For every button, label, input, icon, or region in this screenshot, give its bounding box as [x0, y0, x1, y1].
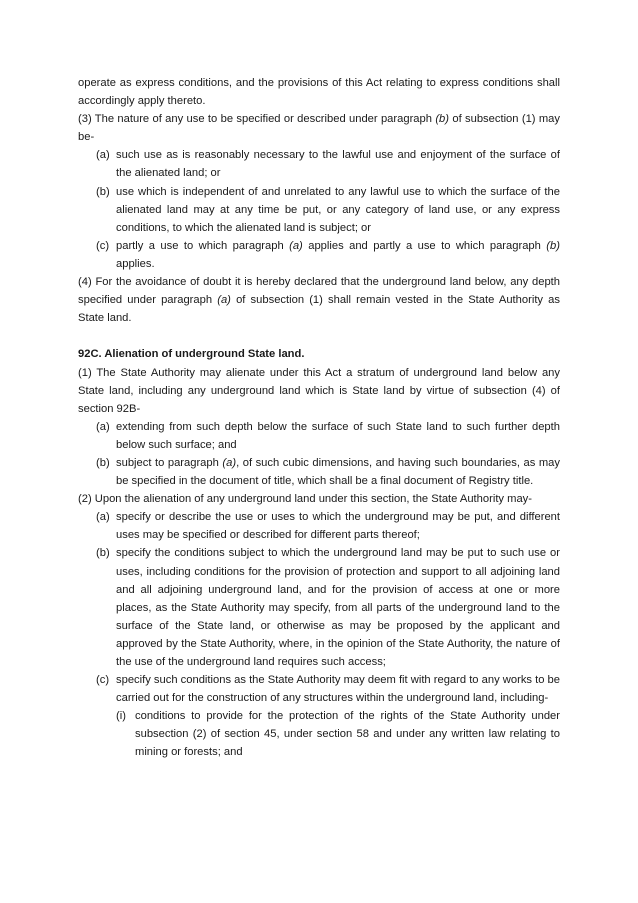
list-item: (a) such use as is reasonably necessary to the lawful use and enjoyment of the surface of the alienated land; or [96, 149, 560, 180]
subsection-3-intro: (3) The nature of any use to be specified or described under paragraph (b) of subsection (1) may be- [78, 113, 560, 144]
list-item: (a) specify or describe the use or uses to which the underground may be put, and different uses may be specified or described for different parts thereof; [96, 511, 560, 542]
section-92c-subsection-2-list [78, 508, 560, 761]
section-92c-subsection-1: (1) The State Authority may alienate under this Act a stratum of underground land below any State land, including any underground land which is State land by virtue of subsection (4) of section 92B- [78, 366, 560, 415]
subsection-4: (4) For the avoidance of doubt it is hereby declared that the underground land below, any depth specified under paragraph (a) of subsection (1) shall remain vested in the State Authority as State land. [78, 276, 560, 325]
list-item: (b) use which is independent of and unrelated to any lawful use to which the surface of the alienated land may at any time be put, or any category of land use, or any express conditions, to which the alienated land is subject; or [96, 185, 560, 234]
sub-list-item: (i) conditions to provide for the protection of the rights of the State Authority under subsection (2) of section 45, under section 58 and under any written law relating to mining or forests; and [116, 710, 560, 759]
document-body [78, 74, 560, 762]
section-92c-subsection-2: (2) Upon the alienation of any underground land under this section, the State Authority may- [78, 493, 532, 506]
section-heading: 92C. Alienation of underground State land. [78, 348, 305, 361]
paragraph-continuation: operate as express conditions, and the provisions of this Act relating to express conditions shall accordingly apply thereto. [78, 77, 560, 108]
list-item: (c) specify such conditions as the State Authority may deem fit with regard to any works to be carried out for the construction of any structures within the underground land, including- [96, 674, 560, 705]
list-item: (c) partly a use to which paragraph (a) applies and partly a use to which paragraph (b) applies. [96, 239, 560, 270]
subsection-3-list [78, 146, 560, 273]
spacer [78, 327, 560, 345]
list-item: (a) extending from such depth below the surface of such State land to such further depth below such surface; and [96, 420, 560, 451]
section-92c-subsection-1-list [78, 418, 560, 490]
list-item: (b) specify the conditions subject to which the underground land may be put to such use or uses, including conditions for the provision of protection and support to all adjoining land and all adjoining underground land, and for the provision of access at one or more places, as the State Authority may specify, from all parts of the underground land to the surface of the State land, or otherwise as may be proposed by the applicant and approved by the State Authority, where, in the opinion of the State Authority, the nature of the use of the underground land requires such access; [96, 547, 560, 668]
list-item: (b) subject to paragraph (a), of such cubic dimensions, and having such boundaries, as may be specified in the document of title, which shall be a final document of Registry title. [96, 456, 560, 488]
